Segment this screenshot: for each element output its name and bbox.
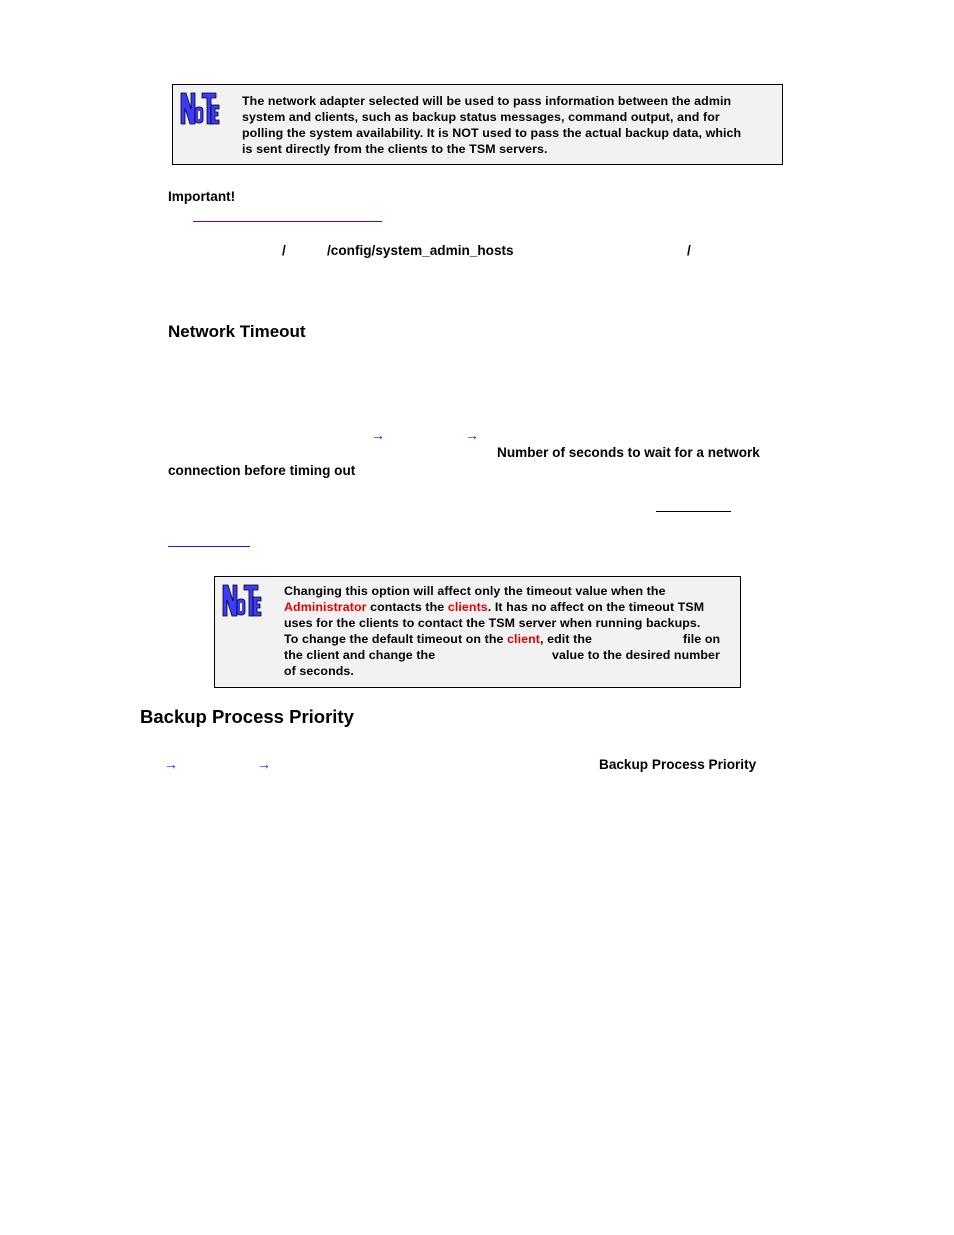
note-icon: [222, 583, 262, 619]
path-separator: /: [282, 243, 286, 258]
note-line: [284, 631, 736, 647]
note-line: is sent directly from the clients to the TSM servers.: [242, 142, 548, 156]
note-line: [284, 647, 736, 663]
note-fragment: value to the desired number: [552, 648, 720, 662]
section-heading: Backup Process Priority: [140, 706, 354, 727]
note-box: [214, 576, 741, 688]
option-label: Backup Process Priority: [599, 757, 757, 772]
note-fragment: To change the default timeout on the: [284, 632, 508, 646]
link-underline[interactable]: [193, 221, 382, 222]
arrow-icon: →: [371, 427, 385, 443]
arrow-icon: →: [164, 756, 178, 772]
note-fragment: the client and change the: [284, 648, 436, 662]
section-heading: Network Timeout: [168, 322, 306, 341]
note-icon: [180, 91, 220, 127]
note-fragment: . It has no affect on the timeout TSM: [487, 600, 705, 614]
note-line: The network adapter selected will be used to pass information between the admin: [242, 94, 732, 108]
note-line: Changing this option will affect only the timeout value when the: [284, 584, 666, 598]
arrow-icon: →: [257, 756, 271, 772]
note-text: [284, 583, 736, 679]
highlight-term: clients: [447, 600, 488, 614]
note-line: of seconds.: [284, 664, 354, 678]
note-fragment: contacts the: [366, 600, 448, 614]
path-separator: /: [687, 243, 691, 258]
important-label: Important!: [168, 189, 236, 204]
note-fragment: , edit the: [540, 632, 592, 646]
highlight-term: client: [507, 632, 541, 646]
link-underline[interactable]: [656, 511, 731, 512]
note-box: [172, 84, 783, 165]
note-line: system and clients, such as backup status messages, command output, and for: [242, 110, 720, 124]
note-fragment: file on: [683, 632, 721, 646]
highlight-term: Administrator: [284, 600, 367, 614]
note-line: polling the system availability. It is NOT used to pass the actual backup data, which: [242, 126, 742, 140]
note-line: [284, 599, 736, 615]
option-label: connection before timing out: [168, 463, 356, 478]
note-line: uses for the clients to contact the TSM server when running backups.: [284, 616, 701, 630]
arrow-icon: →: [465, 427, 479, 443]
config-path: /config/system_admin_hosts: [327, 243, 514, 258]
link-underline[interactable]: [168, 546, 250, 547]
option-label: Number of seconds to wait for a network: [497, 445, 760, 460]
note-text: [242, 93, 777, 157]
